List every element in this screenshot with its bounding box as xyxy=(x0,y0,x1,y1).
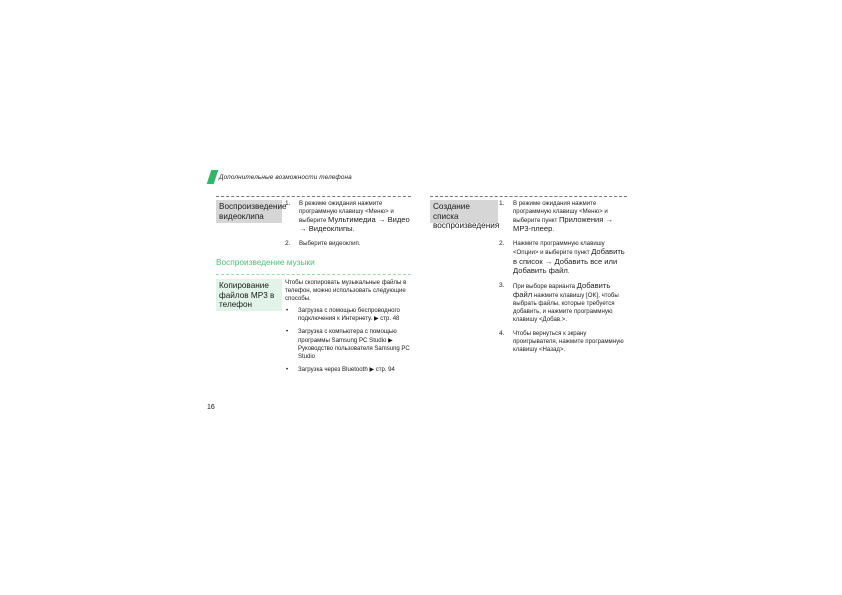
video-steps xyxy=(285,200,413,254)
video-step-1: 1. В режиме ожидания нажмите программную клавишу <Меню> и выберите Мультимедиа → Видео → Видеоклипы. xyxy=(285,200,410,234)
divider-music xyxy=(216,274,411,275)
divider-playlist xyxy=(430,196,627,197)
video-step-2: 2. Выберите видеоклип. xyxy=(285,240,361,248)
playlist-step-4: 4. Чтобы вернуться к экрану проигрывателя, нажмите программную клавишу <Назад>. xyxy=(499,330,624,354)
bullet-pc-studio: • Загрузка с компьютера с помощью программы Samsung PC Studio ▶ Руководство пользователя Samsung PC Studio xyxy=(286,328,410,360)
label-copy-mp3: Копирование файлов MP3 в телефон xyxy=(216,279,282,311)
music-intro: Чтобы скопировать музыкальные файлы в телефон, можно использовать следующие способы. xyxy=(285,279,407,303)
section-title-music: Воспроизведение музыки xyxy=(216,257,315,267)
label-video-playback: Воспроизведение видеоклипа xyxy=(216,200,282,223)
label-create-playlist: Создание списка воспроизведения xyxy=(430,200,498,223)
bullet-bluetooth: • Загрузка через Bluetooth ▶ стр. 94 xyxy=(286,365,395,373)
header-accent-bar xyxy=(207,170,219,184)
playlist-step-1: 1. В режиме ожидания нажмите программную клавишу <Меню> и выберите пункт Приложения → MP3-плеер. xyxy=(499,200,614,234)
bullet-internet: • Загрузка с помощью беспроводного подключения к Интернету. ▶ стр. 48 xyxy=(286,307,400,323)
divider-video xyxy=(216,196,411,197)
page-number: 16 xyxy=(207,404,215,411)
music-content xyxy=(285,279,413,379)
playlist-steps xyxy=(499,200,629,361)
page-header-title: Дополнительные возможности телефона xyxy=(219,174,352,181)
playlist-step-2: 2. Нажмите программную клавишу <Опции> и выберите пункт Добавить в список → Добавить все или Добавить файл. xyxy=(499,240,625,275)
playlist-step-3: 3. При выборе варианта Добавить файл нажмите клавишу [OK], чтобы выбрать файлы, которые требуется добавить, и нажмите программную клавишу <Добав.>. xyxy=(499,280,619,324)
